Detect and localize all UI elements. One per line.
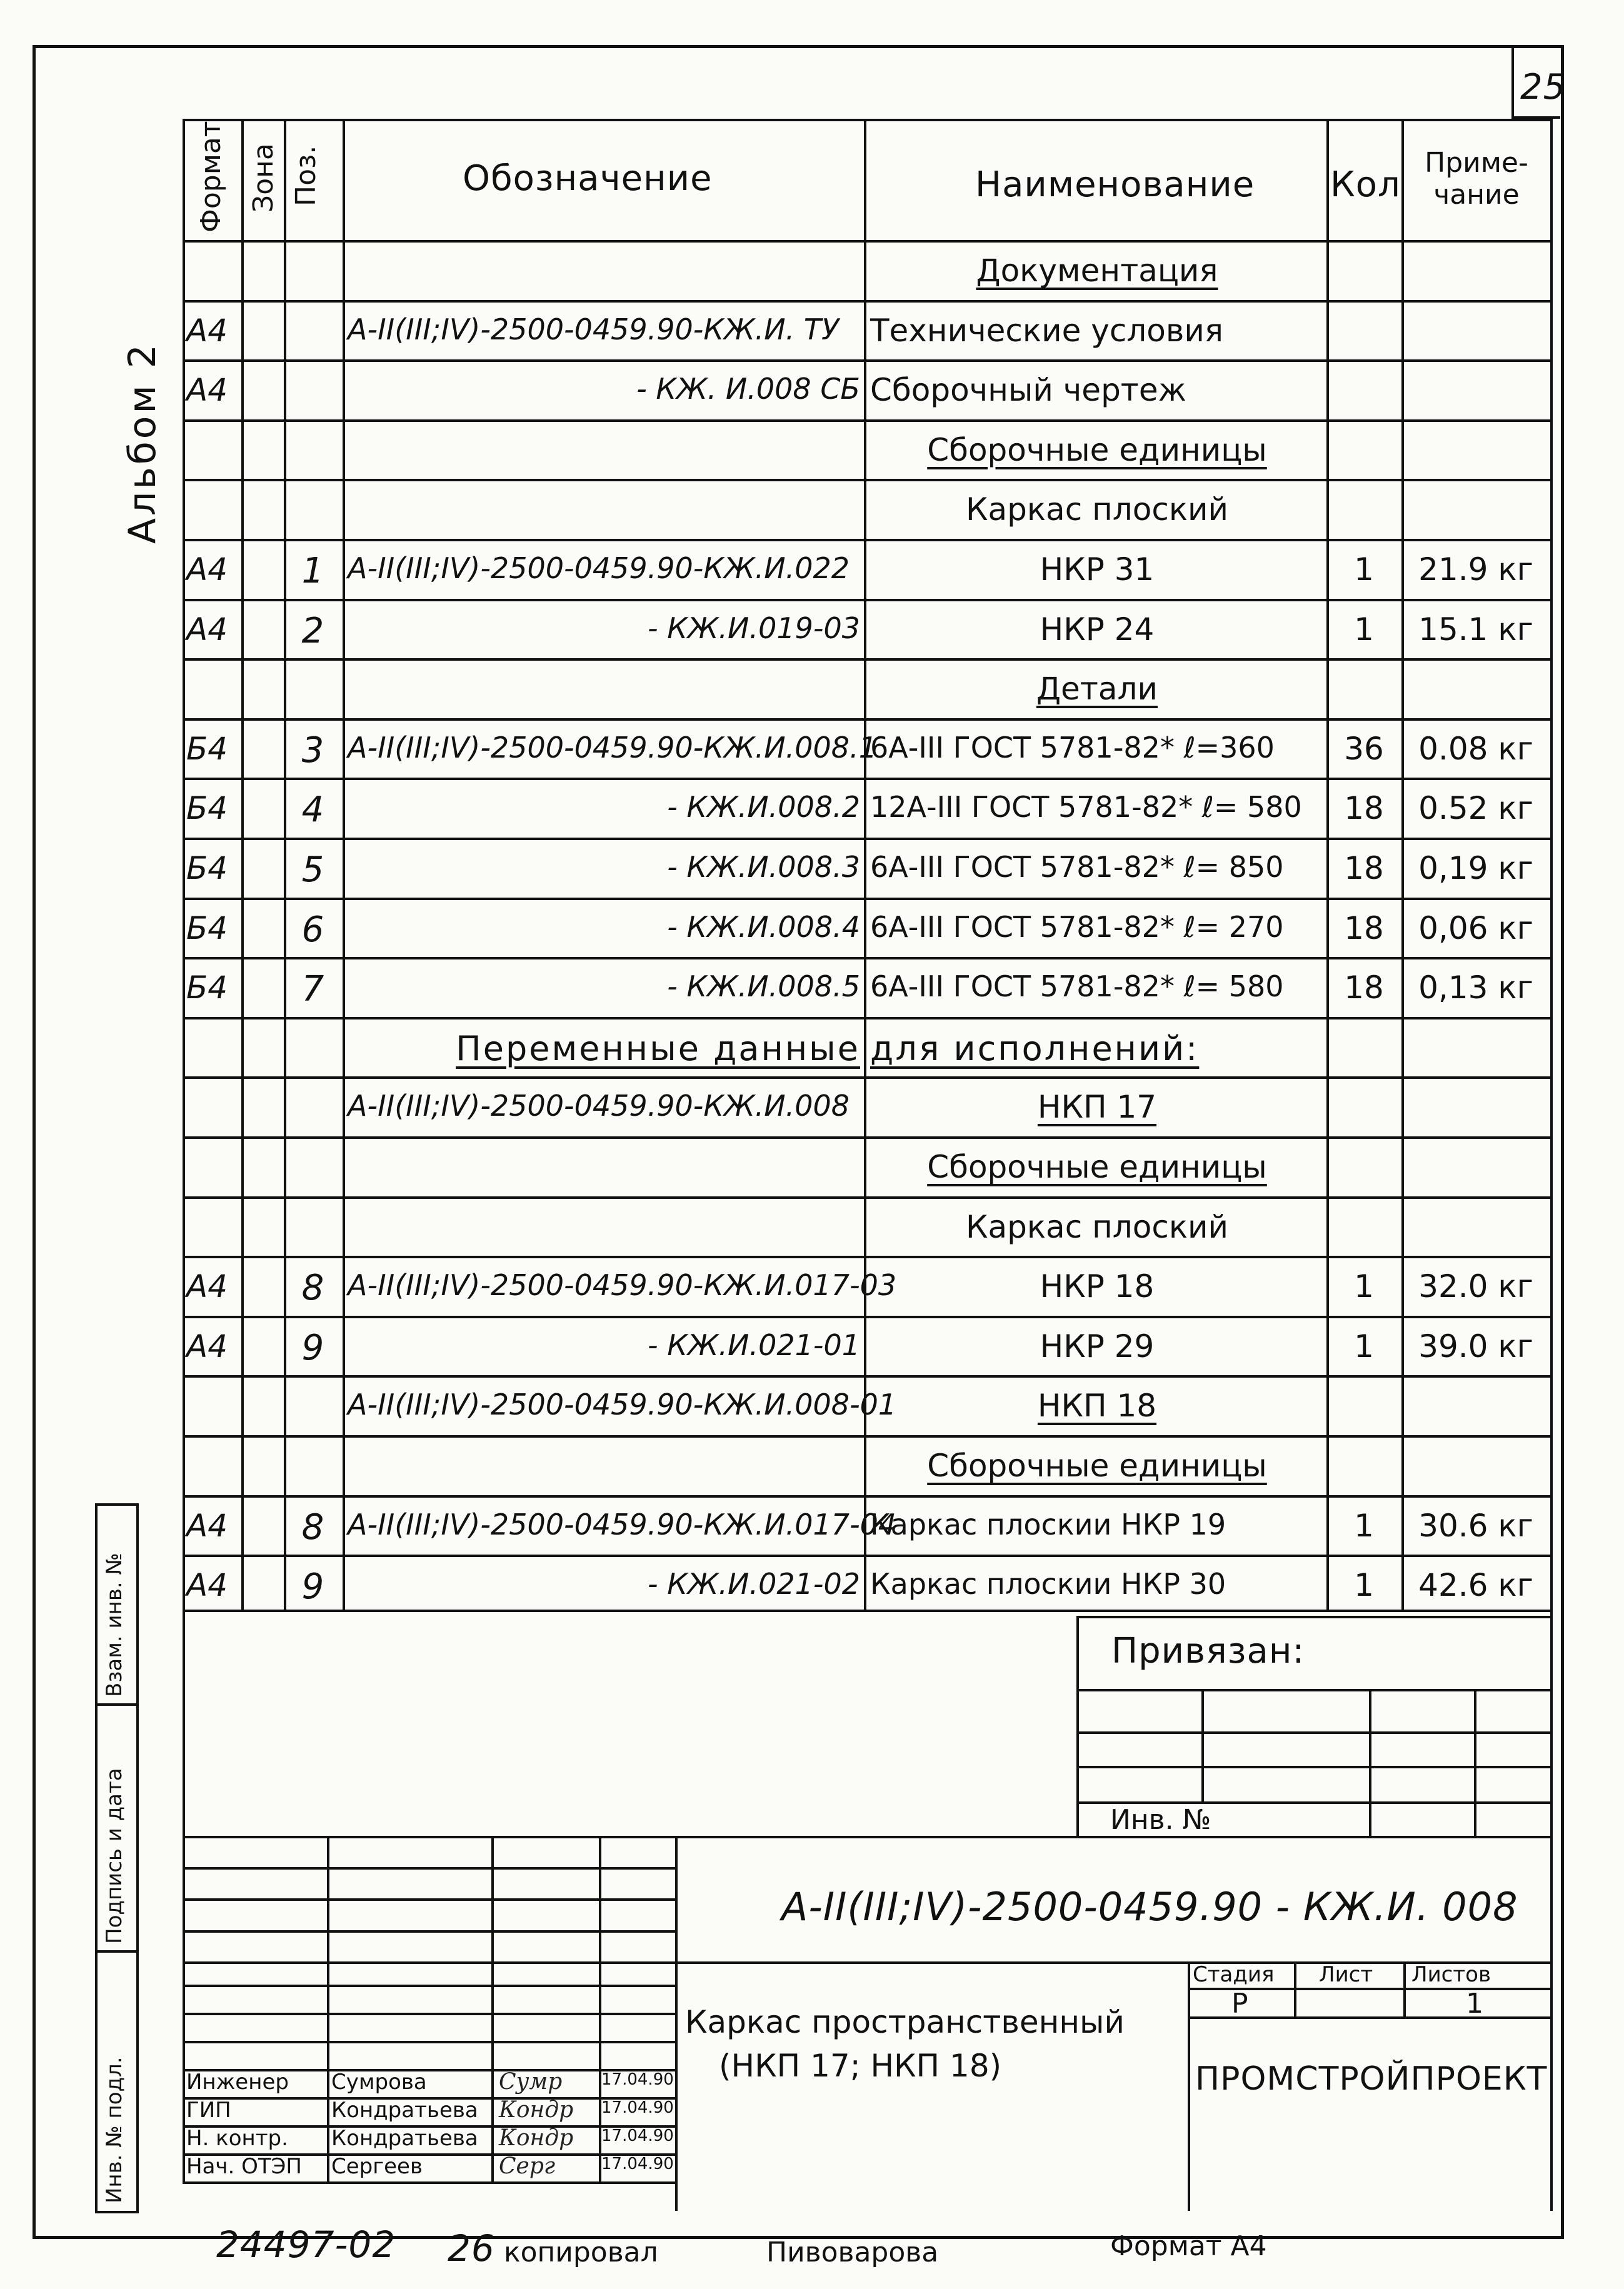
title-line2: (НКП 17; НКП 18) [719, 2048, 1002, 2084]
sheets-value: 1 [1466, 1988, 1483, 2020]
row-name: Каркас плоскии НКР 30 [870, 1567, 1226, 1601]
signature: Сумр [499, 2069, 563, 2095]
archive-number: 24497-02 [216, 2223, 396, 2266]
header-qty: Кол [1330, 164, 1401, 205]
row-name: НКП 17 [1037, 1089, 1157, 1126]
row-format: Б4 [186, 730, 228, 767]
row-pos: 9 [301, 1566, 325, 1608]
header-designation: Обозначение [463, 158, 713, 199]
person-date: 17.04.90 [601, 2155, 674, 2173]
row-qty: 1 [1354, 1507, 1374, 1544]
row-designation: - КЖ.И.021-01 [647, 1328, 860, 1362]
row-name: 6А-III ГОСТ 5781-82* ℓ= 270 [870, 909, 1284, 944]
person-role: Нач. ОТЭП [186, 2154, 302, 2179]
person-name: Сергеев [331, 2154, 423, 2179]
row-name: Каркас плоский [965, 1208, 1229, 1245]
row-name: Каркас плоский [965, 491, 1229, 528]
row-qty: 18 [1344, 790, 1384, 827]
row-designation: А-II(III;IV)-2500-0459.90-КЖ.И.022 [348, 551, 850, 585]
inv-orig-label: Инв. № подл. [102, 2056, 127, 2203]
row-pos: 5 [301, 849, 325, 890]
row-name: Сборочный чертеж [870, 372, 1186, 409]
person-name: Сумрова [331, 2070, 427, 2095]
person-date: 17.04.90 [601, 2098, 674, 2117]
sheet-label: Лист [1319, 1962, 1373, 1987]
row-note: 0,19 кг [1418, 850, 1533, 886]
row-designation: А-II(III;IV)-2500-0459.90-КЖ.И.017-04 [348, 1507, 897, 1541]
row-format: Б4 [186, 850, 228, 886]
row-designation: Переменные данные [456, 1028, 860, 1068]
row-format: А4 [186, 312, 228, 349]
row-qty: 18 [1344, 909, 1384, 946]
row-designation: - КЖ.И.008.2 [667, 790, 860, 824]
row-name: Документация [976, 253, 1218, 289]
row-name: НКР 18 [1040, 1268, 1155, 1305]
title-line1: Каркас пространственный [685, 2004, 1125, 2040]
row-designation: - КЖ.И.008.5 [667, 969, 860, 1004]
row-note: 30.6 кг [1418, 1507, 1533, 1544]
sheets-label: Листов [1411, 1962, 1491, 1987]
row-designation: - КЖ.И.019-03 [647, 611, 860, 645]
person-name: Кондратьева [331, 2098, 478, 2123]
row-pos: 1 [301, 551, 325, 591]
row-note: 0,06 кг [1418, 909, 1533, 946]
copier-name: Пивоварова [766, 2236, 939, 2268]
row-note: 39.0 кг [1418, 1328, 1533, 1365]
row-format: А4 [186, 1507, 228, 1544]
row-name: НКР 31 [1040, 551, 1155, 588]
person-name: Кондратьева [331, 2126, 478, 2151]
row-note: 21.9 кг [1418, 551, 1533, 588]
person-date: 17.04.90 [601, 2126, 674, 2145]
row-name: Сборочные единицы [927, 431, 1267, 468]
row-format: А4 [186, 551, 228, 588]
row-designation: А-II(III;IV)-2500-0459.90-КЖ.И.008-01 [348, 1388, 897, 1422]
row-name: НКР 24 [1040, 611, 1155, 648]
row-qty: 1 [1354, 551, 1374, 588]
sign-date-label: Подпись и дата [102, 1768, 127, 1944]
page-number: 25 [1520, 67, 1566, 108]
row-name: НКР 29 [1040, 1328, 1155, 1365]
row-note: 0.08 кг [1418, 730, 1533, 767]
sequence-number: 26 [448, 2227, 495, 2270]
row-designation: А-II(III;IV)-2500-0459.90-КЖ.И.008.1 [348, 730, 877, 764]
row-pos: 6 [301, 909, 325, 950]
row-qty: 1 [1354, 611, 1374, 648]
row-pos: 8 [301, 1268, 325, 1309]
row-pos: 7 [301, 969, 325, 1010]
header-pos: Поз. [290, 145, 322, 206]
row-qty: 36 [1344, 730, 1384, 767]
row-format: А4 [186, 611, 228, 648]
signature: Кондр [499, 2097, 574, 2123]
signature: Серг [499, 2153, 556, 2179]
row-designation: А-II(III;IV)-2500-0459.90-КЖ.И. ТУ [348, 312, 840, 346]
row-note: 0,13 кг [1418, 969, 1533, 1006]
header-name: Наименование [975, 164, 1255, 205]
row-qty: 18 [1344, 850, 1384, 886]
row-format: Б4 [186, 909, 228, 946]
person-role: Н. контр. [186, 2126, 288, 2151]
format-label: Формат А4 [1110, 2230, 1267, 2262]
row-name: Сборочные единицы [927, 1448, 1267, 1484]
row-name: 6А-III ГОСТ 5781-82* ℓ= 580 [870, 969, 1284, 1004]
row-designation: - КЖ.И.008.3 [667, 850, 860, 884]
row-qty: 18 [1344, 969, 1384, 1006]
page-number-box [1511, 45, 1514, 119]
row-note: 42.6 кг [1418, 1567, 1533, 1604]
stage-label: Стадия [1193, 1962, 1275, 1987]
row-designation: - КЖ.И.008.4 [667, 909, 860, 944]
row-name: Детали [1036, 671, 1158, 708]
copied-label: копировал [504, 2236, 658, 2268]
row-pos: 9 [301, 1327, 325, 1368]
person-date: 17.04.90 [601, 2070, 674, 2089]
row-pos: 8 [301, 1506, 325, 1548]
row-name: 12А-III ГОСТ 5781-82* ℓ= 580 [870, 790, 1302, 824]
row-name: Сборочные единицы [927, 1149, 1267, 1185]
inv-repl-label: Взам. инв. № [102, 1553, 127, 1697]
header-format: Формат [195, 121, 227, 233]
row-format: А4 [186, 1567, 228, 1604]
row-designation: - КЖ.И.021-02 [647, 1567, 860, 1601]
row-note: 32.0 кг [1418, 1268, 1533, 1305]
header-note: Приме-чание [1425, 147, 1528, 211]
row-designation: - КЖ. И.008 СБ [636, 372, 860, 406]
row-name: 6А-III ГОСТ 5781-82* ℓ= 850 [870, 850, 1284, 884]
row-name: 6А-III ГОСТ 5781-82* ℓ=360 [870, 730, 1275, 764]
row-name: для исполнений: [870, 1028, 1200, 1068]
row-format: Б4 [186, 790, 228, 827]
row-name: Каркас плоскии НКР 19 [870, 1507, 1226, 1541]
row-name: НКП 18 [1037, 1388, 1157, 1425]
header-zone: Зона [248, 143, 279, 213]
row-qty: 1 [1354, 1268, 1374, 1305]
signature: Кондр [499, 2125, 574, 2151]
stage-value: Р [1231, 1988, 1248, 2020]
row-pos: 3 [301, 729, 325, 771]
binding-title: Привязан: [1111, 1631, 1305, 1671]
row-qty: 1 [1354, 1328, 1374, 1365]
row-name: Технические условия [870, 312, 1223, 349]
album-label: Альбом 2 [121, 342, 164, 544]
row-format: Б4 [186, 969, 228, 1006]
row-format: А4 [186, 1268, 228, 1305]
row-pos: 2 [301, 610, 325, 651]
person-role: Инженер [186, 2070, 289, 2095]
row-note: 0.52 кг [1418, 790, 1533, 827]
org-name: ПРОМСТРОЙПРОЕКТ [1195, 2060, 1548, 2098]
row-format: А4 [186, 1328, 228, 1365]
binding-inv-label: Инв. № [1110, 1804, 1211, 1836]
row-designation: А-II(III;IV)-2500-0459.90-КЖ.И.008 [348, 1089, 850, 1123]
row-designation: А-II(III;IV)-2500-0459.90-КЖ.И.017-03 [348, 1268, 897, 1303]
doc-code: А-II(III;IV)-2500-0459.90 - КЖ.И. 008 [781, 1884, 1518, 1930]
row-note: 15.1 кг [1418, 611, 1533, 648]
row-qty: 1 [1354, 1567, 1374, 1604]
row-pos: 4 [301, 789, 325, 831]
person-role: ГИП [186, 2098, 231, 2123]
row-format: А4 [186, 372, 228, 409]
